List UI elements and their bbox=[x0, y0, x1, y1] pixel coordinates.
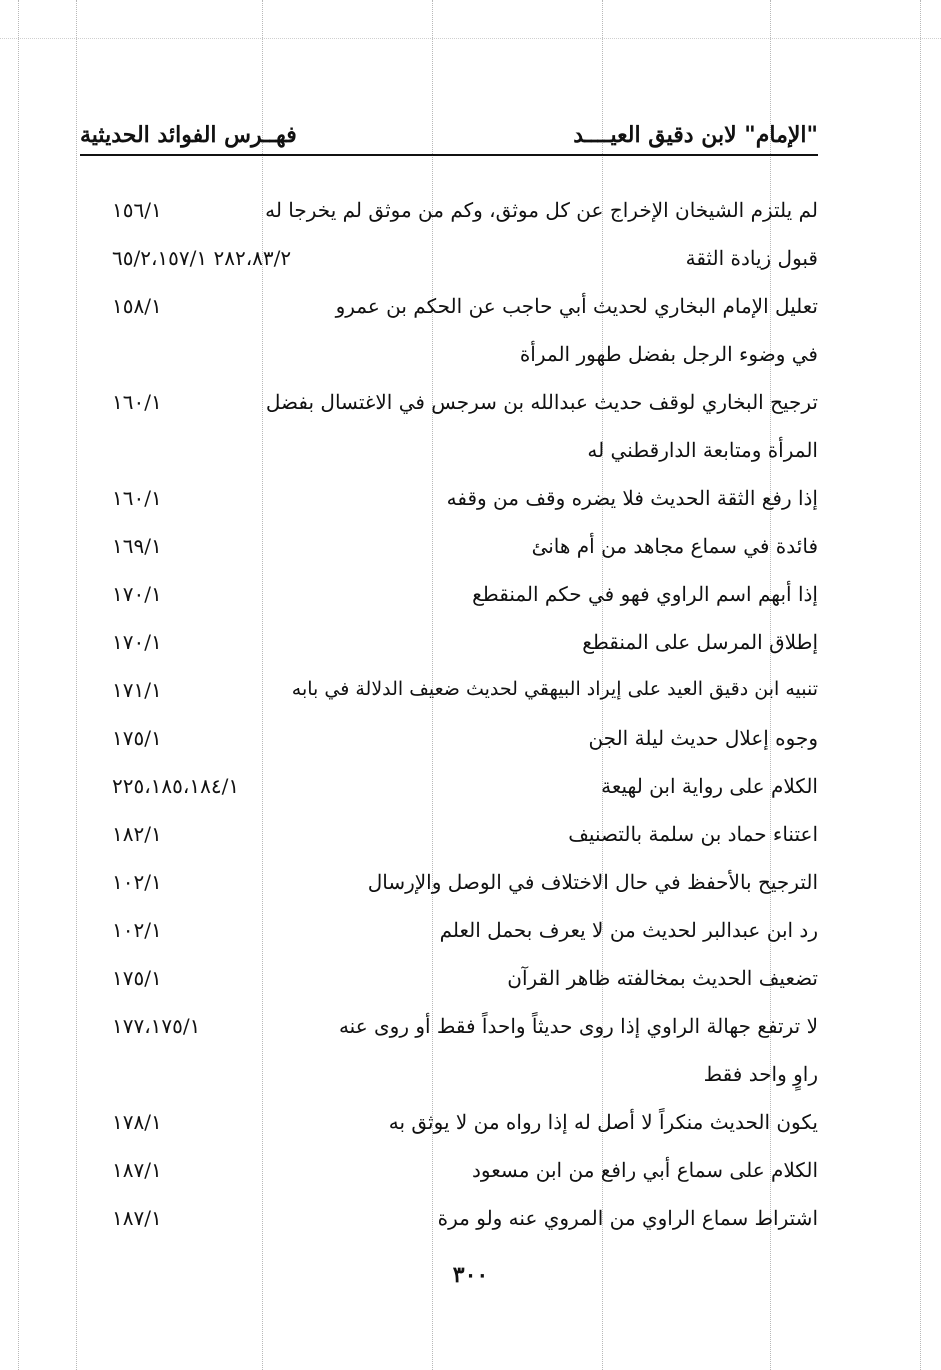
entry-text: وجوه إعلال حديث ليلة الجن bbox=[588, 726, 818, 750]
entry-text: إذا رفع الثقة الحديث فلا يضره وقف من وقفه bbox=[446, 486, 818, 510]
entry-page-ref: ١٨٢/١ bbox=[112, 822, 162, 846]
entry-text: إطلاق المرسل على المنقطع bbox=[582, 630, 818, 654]
header-rule bbox=[80, 154, 818, 156]
entry-text: تعليل الإمام البخاري لحديث أبي حاجب عن الحكم بن عمرو bbox=[335, 294, 818, 318]
entry-page-ref: ١٠٢/١ bbox=[112, 918, 162, 942]
entry-text: ترجيح البخاري لوقف حديث عبدالله بن سرجس في الاغتسال بفضل bbox=[265, 390, 818, 414]
entry-page-ref: ١٥٦/١ bbox=[112, 198, 162, 222]
index-entry-continuation bbox=[0, 430, 941, 478]
entry-text: في وضوء الرجل بفضل طهور المرأة bbox=[519, 342, 818, 366]
index-entry bbox=[0, 862, 941, 910]
entry-page-ref: ١٨٧/١ bbox=[112, 1206, 162, 1230]
entry-text: الكلام على سماع أبي رافع من ابن مسعود bbox=[471, 1158, 818, 1182]
entry-text: تضعيف الحديث بمخالفته ظاهر القرآن bbox=[507, 966, 818, 990]
index-entry bbox=[0, 670, 941, 718]
index-entry bbox=[0, 1198, 941, 1246]
book-title: "الإمام" لابن دقيق العيــــد bbox=[573, 122, 818, 148]
entry-text: اشتراط سماع الراوي من المروي عنه ولو مرة bbox=[437, 1206, 818, 1230]
index-entry bbox=[0, 1150, 941, 1198]
index-entry-continuation bbox=[0, 1054, 941, 1102]
index-entry bbox=[0, 814, 941, 862]
entry-text: لم يلتزم الشيخان الإخراج عن كل موثق، وكم من موثق لم يخرجا له bbox=[265, 198, 818, 222]
entry-text: رد ابن عبدالبر لحديث من لا يعرف بحمل العلم bbox=[439, 918, 818, 942]
entry-page-ref: ٢٨٢،٨٣/٢ ٦٥/٢،١٥٧/١ bbox=[112, 246, 292, 270]
entry-text: فائدة في سماع مجاهد من أم هانئ bbox=[531, 534, 818, 558]
scan-guide-line bbox=[0, 38, 941, 39]
index-entry bbox=[0, 190, 941, 238]
index-entry bbox=[0, 718, 941, 766]
index-entry bbox=[0, 622, 941, 670]
entry-page-ref: ١٧٧،١٧٥/١ bbox=[112, 1014, 201, 1038]
entry-page-ref: ١٨٧/١ bbox=[112, 1158, 162, 1182]
index-title: فهــرس الفوائد الحديثية bbox=[80, 122, 297, 148]
entry-page-ref: ١٧٨/١ bbox=[112, 1110, 162, 1134]
index-entry bbox=[0, 574, 941, 622]
entry-page-ref: ١٧٠/١ bbox=[112, 582, 162, 606]
index-entry bbox=[0, 382, 941, 430]
index-entry bbox=[0, 286, 941, 334]
entry-text: تنبيه ابن دقيق العيد على إيراد البيهقي لحديث ضعيف الدلالة في بابه bbox=[291, 678, 818, 700]
index-entry bbox=[0, 1102, 941, 1150]
entry-page-ref: ١٧٥/١ bbox=[112, 966, 162, 990]
entry-page-ref: ١٦٠/١ bbox=[112, 486, 162, 510]
index-entry bbox=[0, 1006, 941, 1054]
page-header bbox=[80, 118, 818, 158]
entry-page-ref: ١٦٠/١ bbox=[112, 390, 162, 414]
entry-text: لا ترتفع جهالة الراوي إذا روى حديثاً واحداً فقط أو روى عنه bbox=[338, 1014, 818, 1038]
entry-text: يكون الحديث منكراً لا أصل له إذا رواه من لا يوثق به bbox=[388, 1110, 818, 1134]
entry-text: إذا أبهم اسم الراوي فهو في حكم المنقطع bbox=[472, 582, 818, 606]
entry-page-ref: ١٧٥/١ bbox=[112, 726, 162, 750]
entry-page-ref: ٢٢٥،١٨٥،١٨٤/١ bbox=[112, 774, 240, 798]
index-entry bbox=[0, 478, 941, 526]
index-entry bbox=[0, 238, 941, 286]
index-entry bbox=[0, 910, 941, 958]
entry-page-ref: ١٥٨/١ bbox=[112, 294, 162, 318]
entry-text: اعتناء حماد بن سلمة بالتصنيف bbox=[568, 822, 818, 846]
entry-page-ref: ١٧٠/١ bbox=[112, 630, 162, 654]
index-entry bbox=[0, 766, 941, 814]
entry-text: الترجيح بالأحفظ في حال الاختلاف في الوصل والإرسال bbox=[367, 870, 818, 894]
entry-text: راوٍ واحد فقط bbox=[703, 1062, 818, 1086]
entry-text: الكلام على رواية ابن لهيعة bbox=[601, 774, 818, 798]
entry-text: المرأة ومتابعة الدارقطني له bbox=[587, 438, 818, 462]
index-entry bbox=[0, 526, 941, 574]
entry-page-ref: ١٦٩/١ bbox=[112, 534, 162, 558]
entry-page-ref: ١٧١/١ bbox=[112, 678, 162, 702]
entry-text: قبول زيادة الثقة bbox=[685, 246, 818, 270]
page-number: ٣٠٠ bbox=[452, 1262, 489, 1288]
index-entry-continuation bbox=[0, 334, 941, 382]
entry-page-ref: ١٠٢/١ bbox=[112, 870, 162, 894]
index-entry bbox=[0, 958, 941, 1006]
